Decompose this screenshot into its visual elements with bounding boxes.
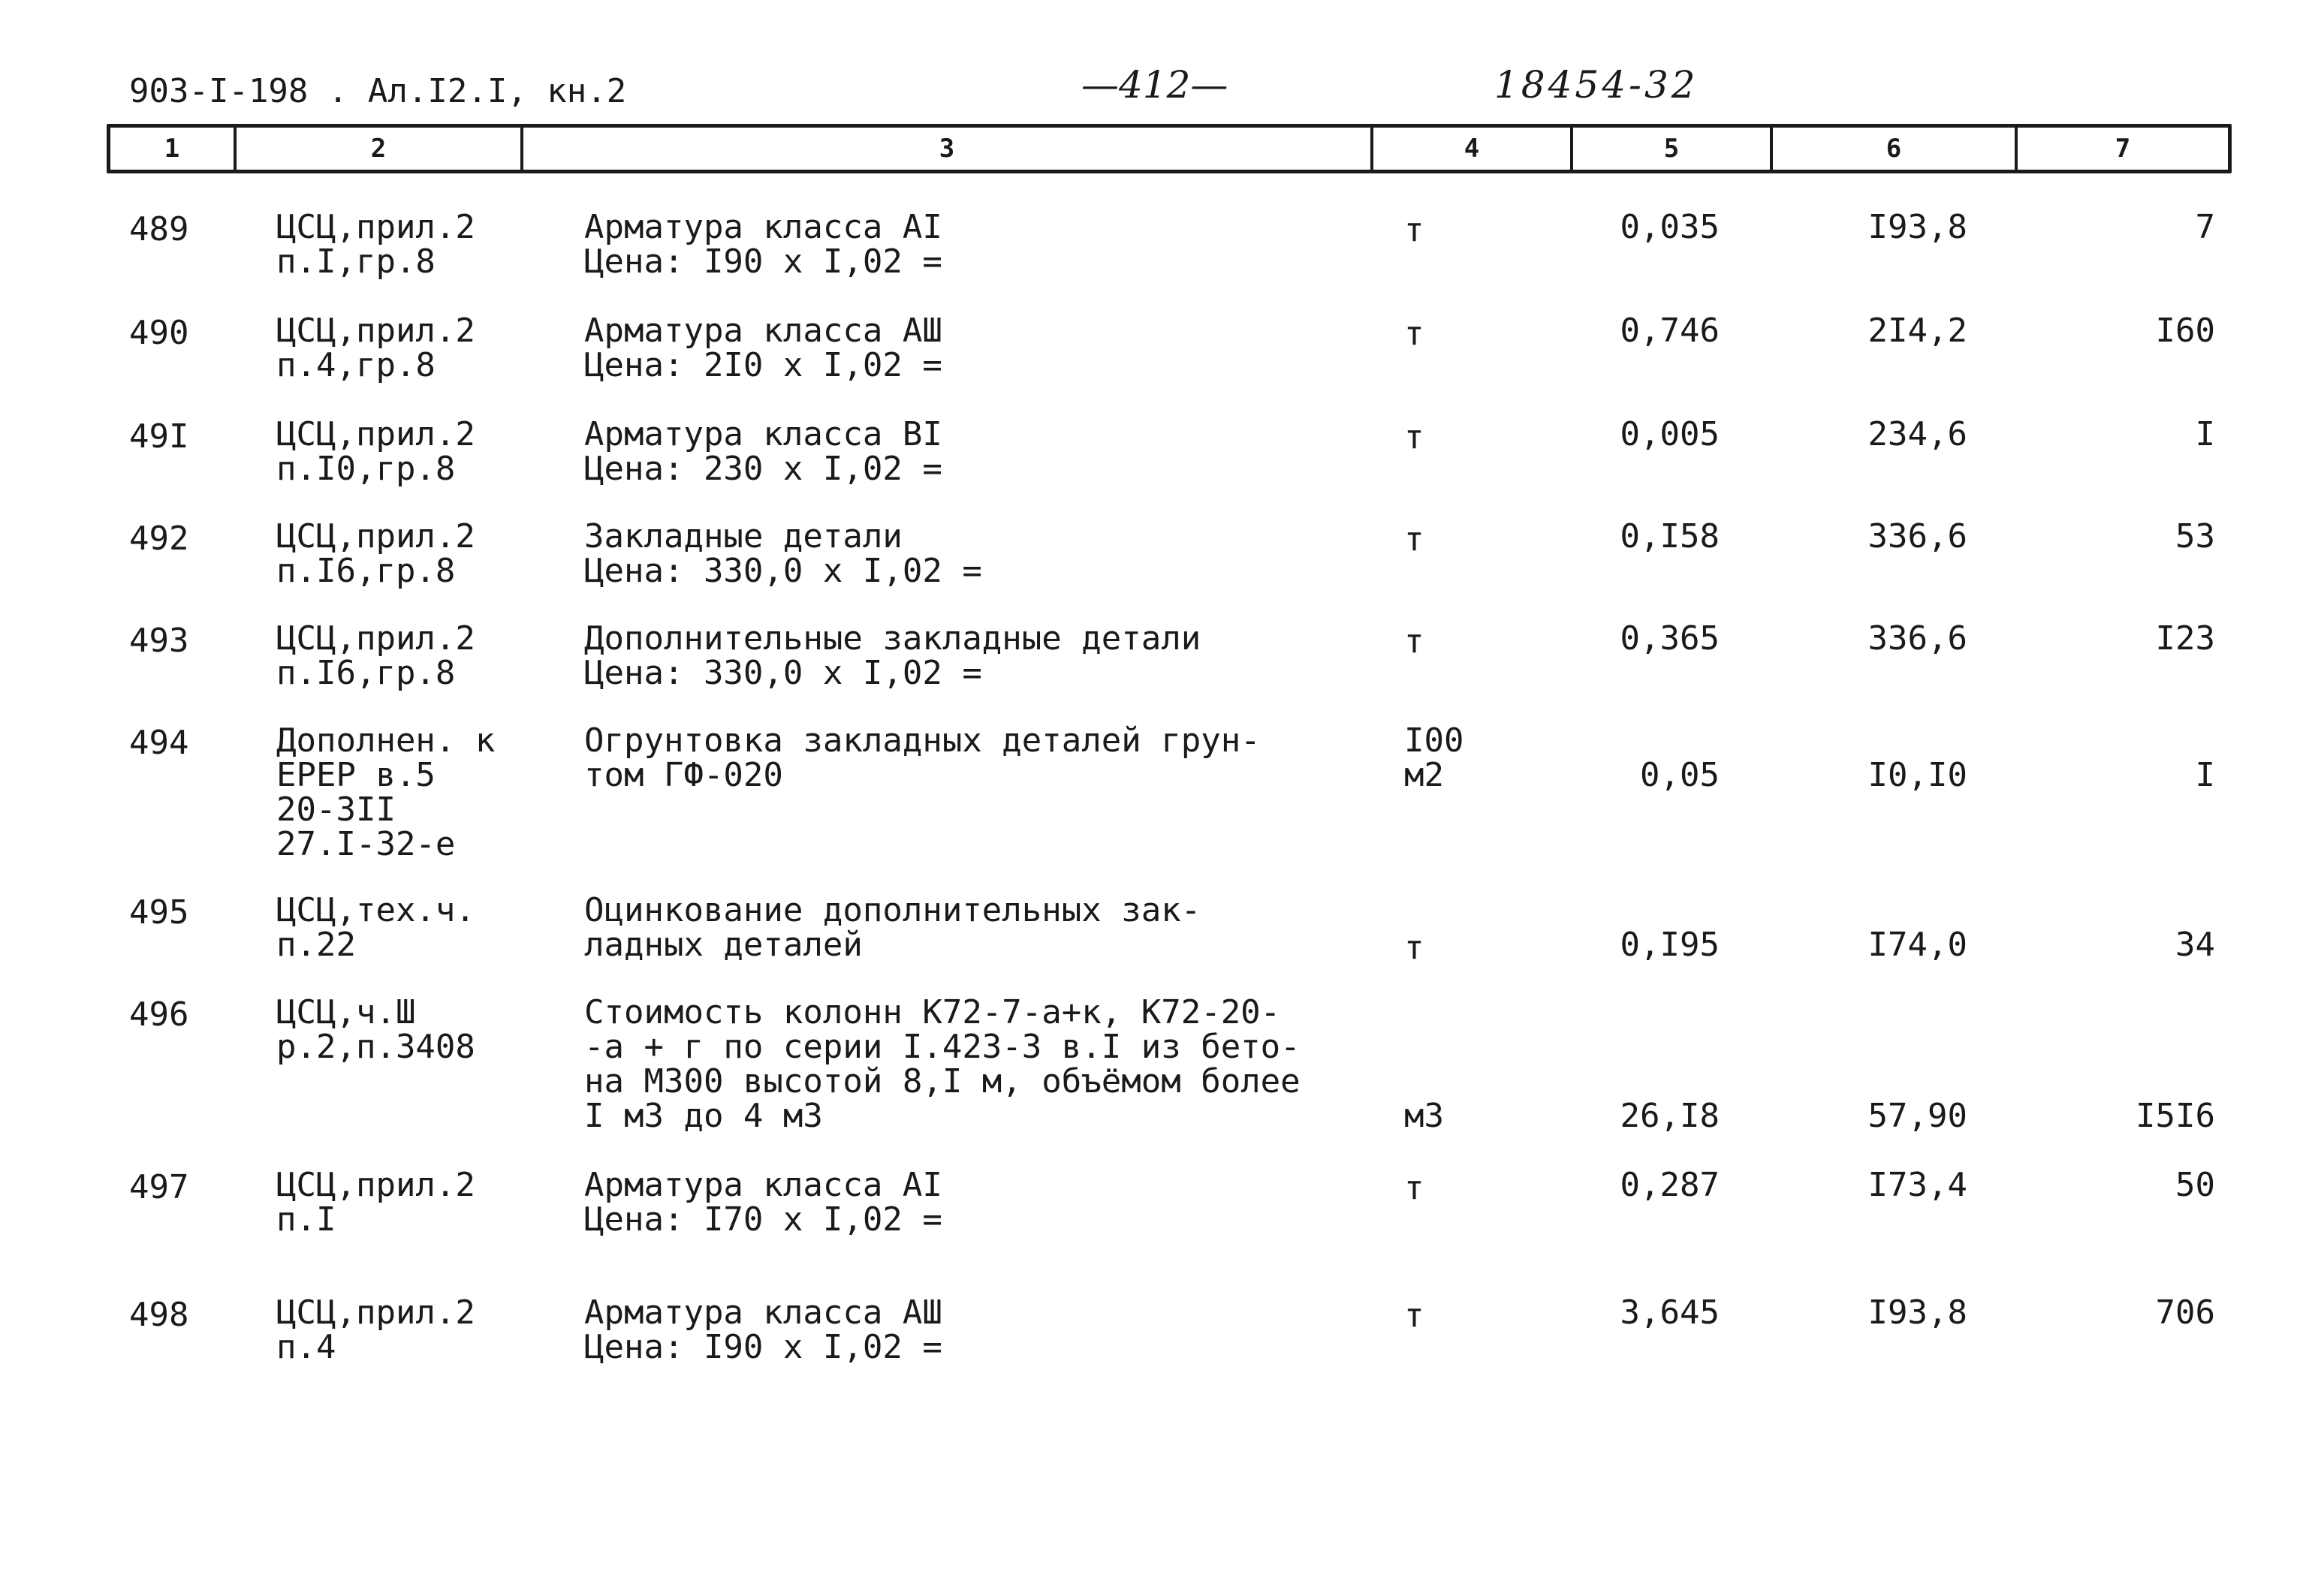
row-quantity: 26,I8 [1620, 1097, 1720, 1135]
row-description: Арматура класса АI Цена: I70 х I,02 = [584, 1166, 942, 1239]
row-description: Арматура класса BI Цена: 230 х I,02 = [584, 415, 942, 488]
column-header-4: 4 [1373, 128, 1573, 170]
row-unit: м3 [1404, 1097, 1444, 1135]
row-total: 7 [2195, 208, 2215, 246]
row-price: I0,I0 [1867, 756, 1967, 794]
handwritten-number: 18454-32 [1494, 63, 1699, 107]
row-quantity: 0,035 [1620, 208, 1720, 246]
row-quantity: 0,I58 [1620, 517, 1720, 556]
column-header-3: 3 [523, 128, 1373, 170]
row-unit: т [1404, 418, 1424, 456]
row-number: 489 [129, 210, 189, 248]
row-description: Арматура класса АШ Цена: I90 х I,02 = [584, 1293, 942, 1366]
row-total: I [2195, 756, 2215, 794]
row-source: ЦСЦ,тех.ч. п.22 [276, 891, 475, 964]
row-number: 498 [129, 1296, 189, 1334]
row-quantity: 0,746 [1620, 312, 1720, 350]
row-description: Закладные детали Цена: 330,0 х I,02 = [584, 517, 982, 590]
row-source: ЦСЦ,прил.2 п.I6,гр.8 [276, 517, 475, 590]
row-source: ЦСЦ,прил.2 п.I0,гр.8 [276, 415, 475, 488]
row-source: ЦСЦ,прил.2 п.I6,гр.8 [276, 619, 475, 692]
column-header-6: 6 [1773, 128, 2018, 170]
row-description: Арматура класса АШ Цена: 2I0 х I,02 = [584, 312, 942, 384]
column-header-7: 7 [2115, 134, 2131, 164]
row-source: ЦСЦ,ч.Ш р.2,п.3408 [276, 993, 475, 1066]
row-price: 234,6 [1867, 415, 1967, 453]
row-description: Дополнительные закладные детали Цена: 330,0 х I,02 = [584, 619, 1201, 692]
row-unit: т [1404, 520, 1424, 559]
row-unit: т [1404, 211, 1424, 249]
row-unit: I00 м2 [1404, 721, 1464, 794]
row-total: I5I6 [2136, 1097, 2215, 1135]
row-total: 53 [2175, 517, 2215, 556]
row-price: I93,8 [1867, 208, 1967, 246]
row-number: 496 [129, 995, 189, 1034]
row-number: 494 [129, 724, 189, 762]
row-quantity: 0,365 [1620, 619, 1720, 658]
row-quantity: 0,I95 [1620, 926, 1720, 964]
row-number: 495 [129, 893, 189, 932]
row-total: 706 [2155, 1293, 2215, 1332]
row-source: ЦСЦ,прил.2 п.4,гр.8 [276, 312, 475, 384]
row-quantity: 0,05 [1640, 756, 1720, 794]
row-source: Дополнен. к ЕРЕР в.5 20-3II 27.I-32-е [276, 721, 496, 863]
row-description: Арматура класса АI Цена: I90 х I,02 = [584, 208, 942, 281]
document-code: 903-I-198 . Ал.I2.I, кн.2 [129, 72, 627, 110]
page-number: —412— [1081, 63, 1228, 107]
row-source: ЦСЦ,прил.2 п.I [276, 1166, 475, 1239]
row-price: 336,6 [1867, 619, 1967, 658]
row-price: I93,8 [1867, 1293, 1967, 1332]
row-number: 49I [129, 417, 189, 456]
row-number: 497 [129, 1168, 189, 1206]
row-total: I23 [2155, 619, 2215, 658]
row-total: I [2195, 415, 2215, 453]
row-source: ЦСЦ,прил.2 п.4 [276, 1293, 475, 1366]
row-quantity: 3,645 [1620, 1293, 1720, 1332]
row-description: Оцинкование дополнительных зак- ладных деталей [584, 891, 1201, 964]
row-description: Огрунтовка закладных деталей грун- том ГФ-020 [584, 721, 1261, 794]
column-header-row [107, 124, 2232, 173]
row-unit: т [1404, 1169, 1424, 1207]
row-number: 493 [129, 622, 189, 660]
column-header-5: 5 [1573, 128, 1773, 170]
row-unit: т [1404, 1296, 1424, 1335]
row-price: 2I4,2 [1867, 312, 1967, 350]
row-total: I60 [2155, 312, 2215, 350]
row-quantity: 0,005 [1620, 415, 1720, 453]
row-quantity: 0,287 [1620, 1166, 1720, 1204]
row-unit: т [1404, 929, 1424, 967]
row-description: Стоимость колонн К72-7-а+к, К72-20- -а + г по серии I.423-3 в.I из бето- на М300 высотой 8,I м, объёмом более I м3 до 4 м3 [584, 993, 1301, 1135]
column-header-1: 1 [110, 128, 237, 170]
row-unit: т [1404, 315, 1424, 353]
row-price: 57,90 [1867, 1097, 1967, 1135]
row-number: 492 [129, 519, 189, 558]
row-number: 490 [129, 314, 189, 352]
row-total: 34 [2175, 926, 2215, 964]
row-price: I74,0 [1867, 926, 1967, 964]
row-total: 50 [2175, 1166, 2215, 1204]
row-price: 336,6 [1867, 517, 1967, 556]
column-header-2: 2 [237, 128, 523, 170]
row-source: ЦСЦ,прил.2 п.I,гр.8 [276, 208, 475, 281]
row-unit: т [1404, 622, 1424, 661]
row-price: I73,4 [1867, 1166, 1967, 1204]
